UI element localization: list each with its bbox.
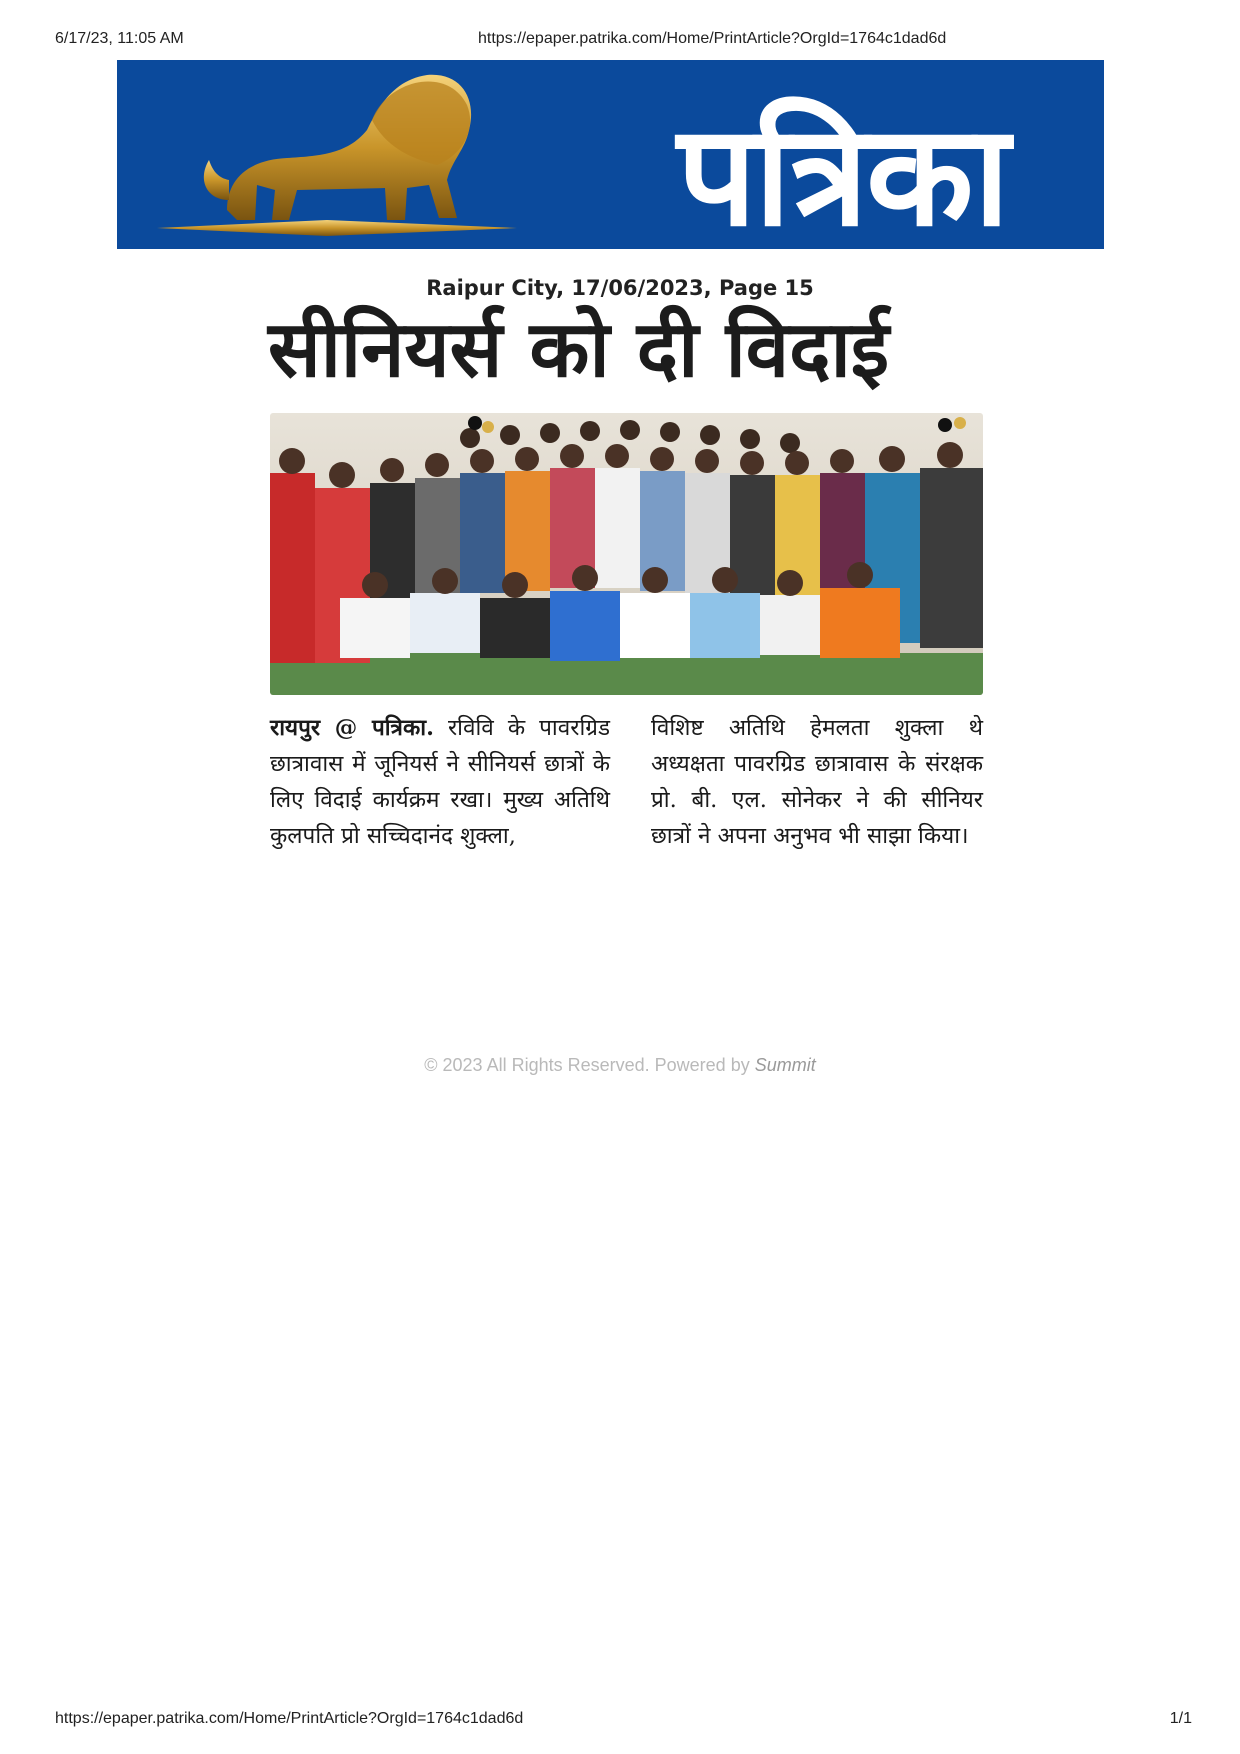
edition-line: Raipur City, 17/06/2023, Page 15 [426, 276, 814, 300]
article-column-right [651, 710, 983, 854]
article-headline: सीनियर्स को दी विदाई [268, 305, 890, 395]
print-date: 6/17/23, 11:05 AM [55, 30, 184, 47]
article-body-right: विशिष्ट अतिथि हेमलता शुक्ला थे अध्यक्षता पावरग्रिड छात्रावास के संरक्षक प्रो. बी. एल. सोनेकर ने की सीनियर छात्रों ने अपना अनुभव भी साझा किया। [651, 715, 983, 849]
masthead-title: पत्रिका [677, 95, 1008, 249]
article-column-left [270, 710, 610, 854]
photo-image [270, 413, 983, 695]
group-photo [270, 413, 983, 695]
article-body-left: रविवि के पावरग्रिड छात्रावास में जूनियर्स ने सीनियर्स छात्रों के लिए विदाई कार्यक्रम रखा। मुख्य अतिथि कुलपति प्रो सच्चिदानंद शुक्ला, [270, 715, 610, 849]
golden-lion-icon [117, 60, 537, 249]
copyright-notice [0, 1055, 1240, 1076]
print-url: https://epaper.patrika.com/Home/PrintArticle?OrgId=1764c1dad6d [478, 30, 947, 47]
print-page-number: 1/1 [1169, 1710, 1192, 1727]
masthead-banner [117, 60, 1104, 249]
copyright-text: © 2023 All Rights Reserved. Powered by [424, 1055, 750, 1075]
article-dateline: रायपुर @ पत्रिका. [270, 715, 434, 741]
powered-by-link[interactable]: Summit [754, 1055, 816, 1075]
print-footer-url: https://epaper.patrika.com/Home/PrintArticle?OrgId=1764c1dad6d [55, 1710, 524, 1727]
